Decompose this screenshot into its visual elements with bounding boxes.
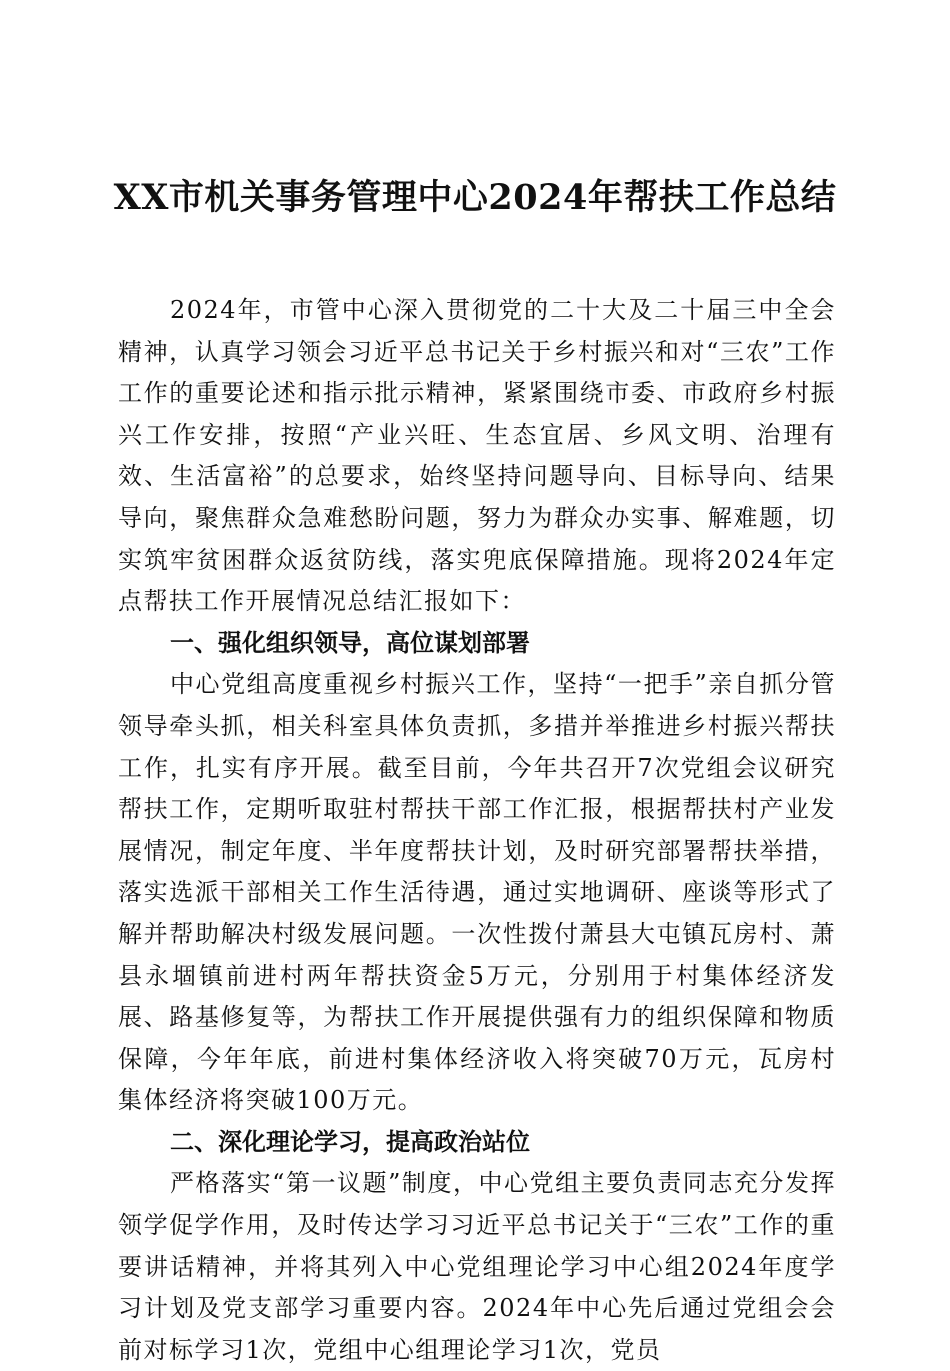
section-2-paragraph: 严格落实“第一议题”制度，中心党组主要负责同志充分发挥领学促学作用，及时传达学习习近平总书记关于“三农”工作的重要讲话精神，并将其列入中心党组理论学习中心组2024年度学习计划及党支部学习重要内容。2024年中心先后通过党组会会前对标学习1次，党组中心组理论学习1次，党员	[118, 1169, 836, 1364]
section-1-heading: 一、强化组织领导，高位谋划部署	[170, 628, 530, 657]
section-2-heading: 二、深化理论学习，提高政治站位	[170, 1127, 530, 1156]
document-title: XX市机关事务管理中心2024年帮扶工作总结	[113, 177, 837, 218]
section-1-paragraph: 中心党组高度重视乡村振兴工作，坚持“一把手”亲自抓分管领导牵头抓，相关科室具体负责抓，多措并举推进乡村振兴帮扶工作，扎实有序开展。截至目前，今年共召开7次党组会议研究帮扶工作，定期听取驻村帮扶干部工作汇报，根据帮扶村产业发展情况，制定年度、半年度帮扶计划，及时研究部署帮扶举措，落实选派干部相关工作生活待遇，通过实地调研、座谈等形式了解并帮助解决村级发展问题。一次性拨付萧县大屯镇瓦房村、萧县永堌镇前进村两年帮扶资金5万元，分别用于村集体经济发展、路基修复等，为帮扶工作开展提供强有力的组织保障和物质保障，今年年底，前进村集体经济收入将突破70万元，瓦房村集体经济将突破100万元。	[118, 670, 836, 1115]
intro-paragraph: 2024年，市管中心深入贯彻党的二十大及二十届三中全会精神，认真学习领会习近平总书记关于乡村振兴和对“三农”工作工作的重要论述和指示批示精神，紧紧围绕市委、市政府乡村振兴工作安排，按照“产业兴旺、生态宜居、乡风文明、治理有效、生活富裕”的总要求，始终坚持问题导向、目标导向、结果导向，聚焦群众急难愁盼问题，努力为群众办实事、解难题，切实筑牢贫困群众返贫防线，落实兜底保障措施。现将2024年定点帮扶工作开展情况总结汇报如下：	[118, 296, 836, 616]
document-body	[118, 290, 836, 1371]
